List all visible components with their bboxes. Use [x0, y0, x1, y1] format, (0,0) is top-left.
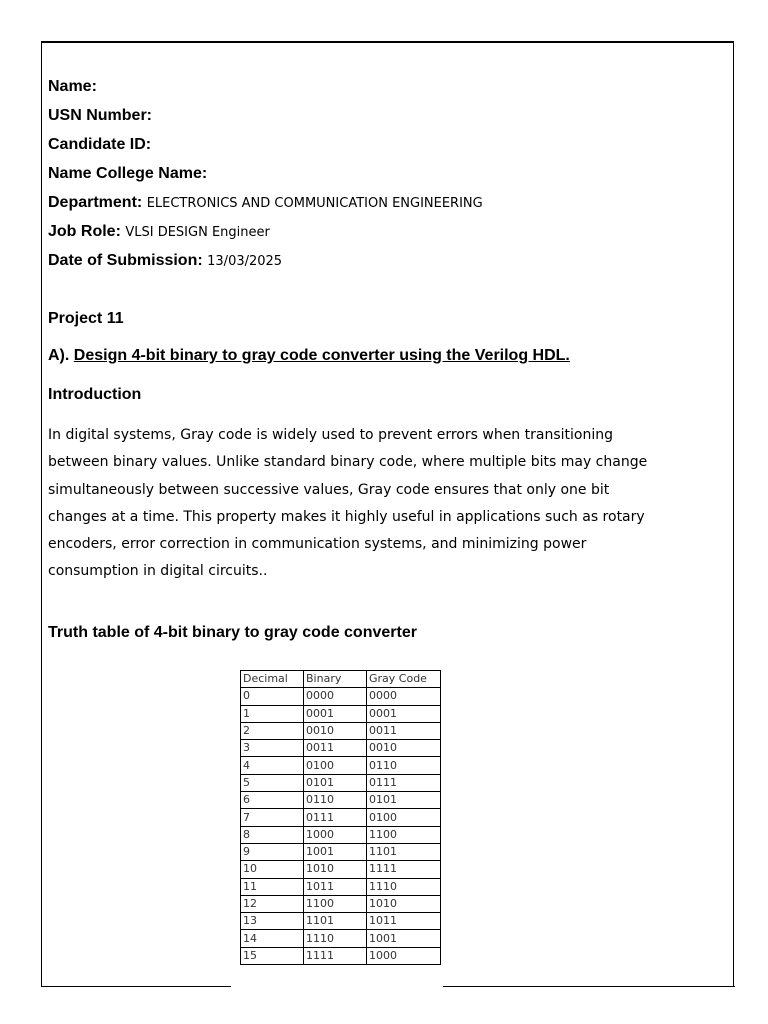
field-label: USN Number: [48, 107, 153, 124]
cell-binary: 0000 [304, 688, 367, 705]
cell-decimal: 5 [241, 774, 304, 791]
column-header-gray-code: Gray Code [367, 671, 441, 688]
cell-decimal: 3 [241, 740, 304, 757]
introduction-paragraph [48, 422, 718, 586]
table-row [241, 947, 441, 964]
cell-binary: 1101 [304, 913, 367, 930]
field-value: ELECTRONICS AND COMMUNICATION ENGINEERING [146, 196, 483, 211]
field-name [48, 72, 728, 101]
part-a-prefix: A). [48, 347, 70, 364]
column-header-binary: Binary [304, 671, 367, 688]
table-row [241, 843, 441, 860]
cell-gray-code: 1001 [367, 930, 441, 947]
cell-gray-code: 0101 [367, 792, 441, 809]
field-label: Department: [48, 194, 143, 211]
cell-gray-code: 0111 [367, 774, 441, 791]
column-header-decimal: Decimal [241, 671, 304, 688]
cell-decimal: 9 [241, 843, 304, 860]
intro-line: consumption in digital circuits.. [48, 563, 268, 580]
truth-table-heading: Truth table of 4-bit binary to gray code converter [48, 624, 417, 641]
intro-line: encoders, error correction in communication systems, and minimizing power [48, 536, 587, 553]
field-label: Candidate ID: [48, 136, 152, 153]
field-value: 13/03/2025 [207, 254, 283, 269]
cell-binary: 0100 [304, 757, 367, 774]
cell-binary: 1010 [304, 861, 367, 878]
field-usn-number [48, 101, 728, 130]
cell-binary: 0101 [304, 774, 367, 791]
cell-decimal: 0 [241, 688, 304, 705]
field-date-of-submission [48, 246, 728, 275]
cell-decimal: 4 [241, 757, 304, 774]
cell-decimal: 10 [241, 861, 304, 878]
table-row [241, 895, 441, 912]
cell-gray-code: 1100 [367, 826, 441, 843]
intro-line: In digital systems, Gray code is widely used to prevent errors when transitioning [48, 427, 613, 443]
cell-binary: 0010 [304, 722, 367, 739]
field-label: Name College Name: [48, 165, 208, 182]
cell-binary: 1100 [304, 895, 367, 912]
cell-decimal: 6 [241, 792, 304, 809]
cell-gray-code: 0010 [367, 740, 441, 757]
intro-line: between binary values. Unlike standard binary code, where multiple bits may change [48, 454, 648, 471]
cell-gray-code: 1011 [367, 913, 441, 930]
table-row [241, 705, 441, 722]
table-row [241, 740, 441, 757]
cell-gray-code: 0001 [367, 705, 441, 722]
table-row [241, 792, 441, 809]
field-label: Date of Submission: [48, 252, 203, 269]
cell-gray-code: 0011 [367, 722, 441, 739]
table-row [241, 722, 441, 739]
cell-gray-code: 1111 [367, 861, 441, 878]
cell-decimal: 13 [241, 913, 304, 930]
field-candidate-id [48, 130, 728, 159]
table-row [241, 826, 441, 843]
truth-table [240, 670, 441, 965]
field-job-role [48, 217, 728, 246]
candidate-details [48, 72, 728, 275]
field-label: Name: [48, 78, 97, 95]
introduction-heading: Introduction [48, 386, 142, 403]
cell-binary: 0111 [304, 809, 367, 826]
intro-line: simultaneously between successive values, Gray code ensures that only one bit [48, 481, 610, 498]
table-row [241, 757, 441, 774]
page-bottom-border-left [41, 986, 231, 987]
field-department [48, 188, 728, 217]
table-row [241, 913, 441, 930]
table-row [241, 774, 441, 791]
field-college-name [48, 159, 728, 188]
cell-binary: 1110 [304, 930, 367, 947]
part-a-heading [48, 347, 570, 365]
table-row [241, 930, 441, 947]
cell-gray-code: 1101 [367, 843, 441, 860]
project-heading: Project 11 [48, 310, 124, 327]
table-row [241, 861, 441, 878]
table-row [241, 878, 441, 895]
cell-gray-code: 1000 [367, 947, 441, 964]
cell-binary: 1111 [304, 947, 367, 964]
cell-binary: 1000 [304, 826, 367, 843]
table-row [241, 809, 441, 826]
cell-binary: 0001 [304, 705, 367, 722]
table-header-row [241, 671, 441, 688]
cell-gray-code: 0000 [367, 688, 441, 705]
cell-decimal: 2 [241, 722, 304, 739]
cell-decimal: 14 [241, 930, 304, 947]
cell-gray-code: 0100 [367, 809, 441, 826]
page-bottom-border-right [443, 986, 735, 987]
cell-decimal: 11 [241, 878, 304, 895]
truth-table-body [241, 688, 441, 965]
cell-binary: 1011 [304, 878, 367, 895]
cell-binary: 0011 [304, 740, 367, 757]
cell-decimal: 1 [241, 705, 304, 722]
part-a-title: Design 4-bit binary to gray code converter using the Verilog HDL. [73, 347, 570, 364]
cell-gray-code: 1010 [367, 895, 441, 912]
cell-gray-code: 0110 [367, 757, 441, 774]
cell-gray-code: 1110 [367, 878, 441, 895]
cell-binary: 1001 [304, 843, 367, 860]
cell-decimal: 7 [241, 809, 304, 826]
field-label: Job Role: [48, 223, 121, 240]
cell-decimal: 15 [241, 947, 304, 964]
cell-decimal: 8 [241, 826, 304, 843]
intro-line: changes at a time. This property makes it highly useful in applications such as rotary [48, 508, 645, 525]
table-row [241, 688, 441, 705]
field-value: VLSI DESIGN Engineer [125, 225, 270, 240]
cell-binary: 0110 [304, 792, 367, 809]
cell-decimal: 12 [241, 895, 304, 912]
